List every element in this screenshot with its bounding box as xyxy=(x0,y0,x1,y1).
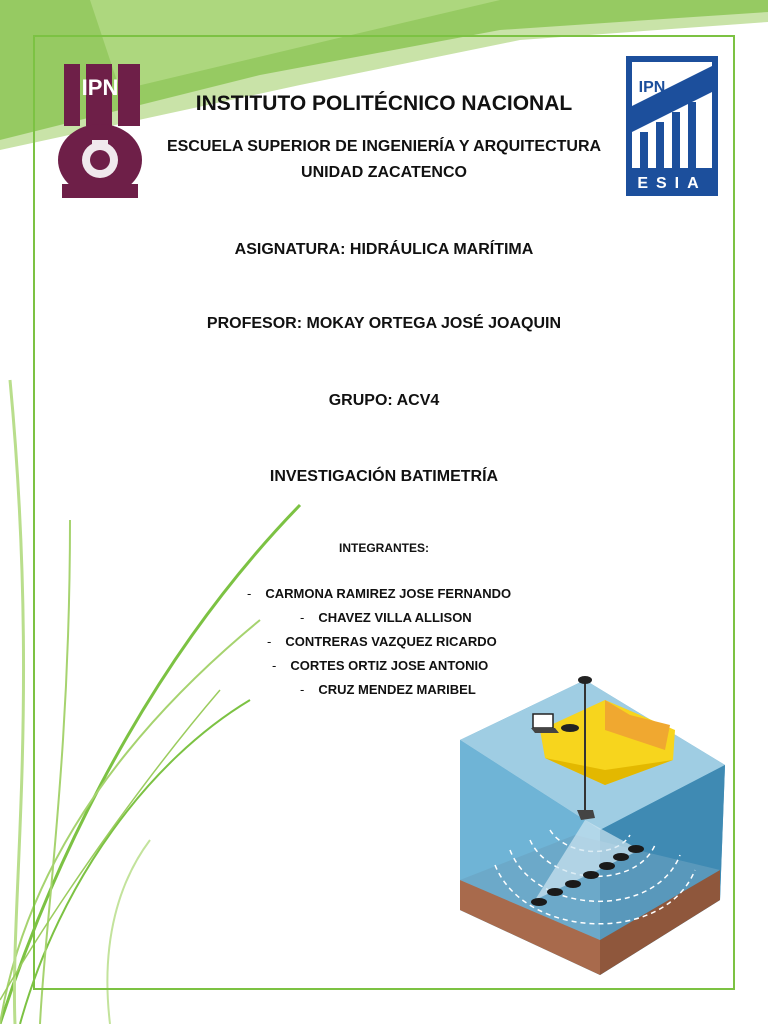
list-item: - CORTES ORTIZ JOSE ANTONIO xyxy=(272,658,489,673)
professor-line: PROFESOR: MOKAY ORTEGA JOSÉ JOAQUIN xyxy=(206,315,562,332)
members-heading: INTEGRANTES: xyxy=(339,541,429,555)
group-line: GRUPO: ACV4 xyxy=(328,392,440,409)
institute-title: INSTITUTO POLITÉCNICO NACIONAL xyxy=(195,92,573,115)
school-name: ESCUELA SUPERIOR DE INGENIERÍA Y ARQUITECTURA xyxy=(166,138,602,155)
svg-text:IPN: IPN xyxy=(81,75,119,100)
subject-line: ASIGNATURA: HIDRÁULICA MARÍTIMA xyxy=(234,241,534,258)
bathymetry-survey-boat-illustration-icon xyxy=(455,670,730,985)
unit-name: UNIDAD ZACATENCO xyxy=(301,164,467,181)
list-item: - CHAVEZ VILLA ALLISON xyxy=(300,610,472,625)
svg-text:ESIA: ESIA xyxy=(637,175,707,192)
list-item: - CARMONA RAMIREZ JOSE FERNANDO xyxy=(247,586,512,601)
list-item: - CONTRERAS VAZQUEZ RICARDO xyxy=(267,634,497,649)
list-item: - CRUZ MENDEZ MARIBEL xyxy=(300,682,476,697)
research-title: INVESTIGACIÓN BATIMETRÍA xyxy=(269,468,499,485)
svg-text:IPN: IPN xyxy=(638,79,666,96)
